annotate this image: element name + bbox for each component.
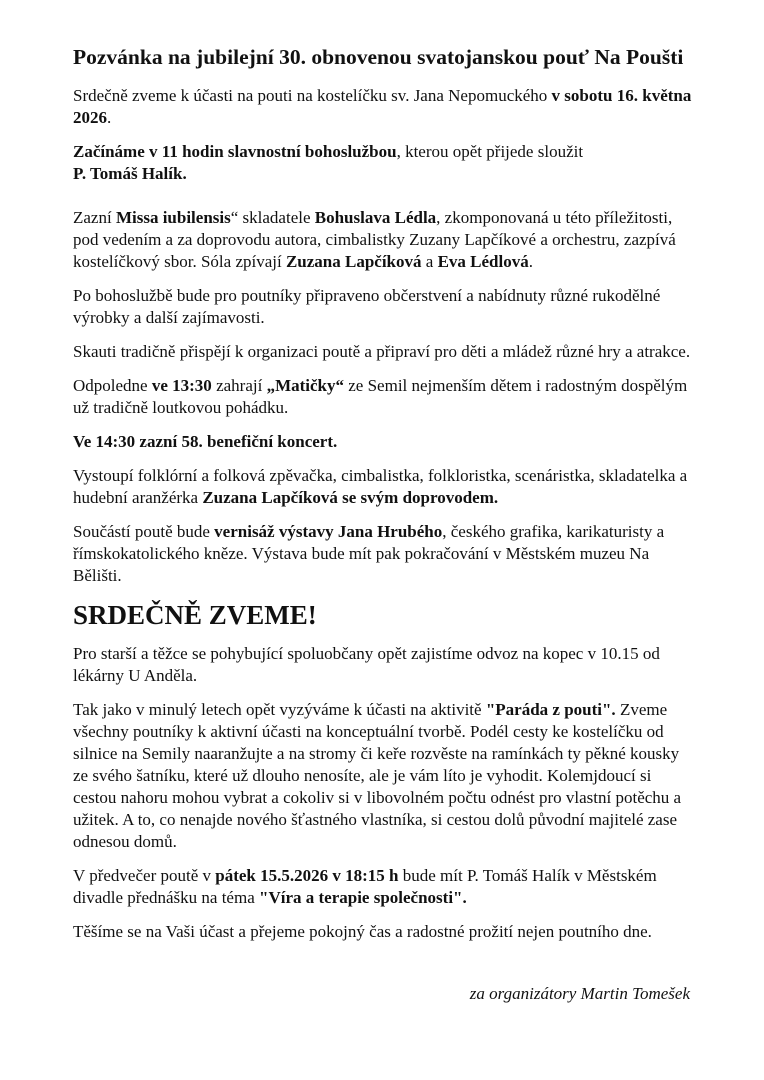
document-title: Pozvánka na jubilejní 30. obnovenou svatojanskou pouť Na Poušti [73,45,684,69]
document-body [73,44,698,955]
paragraph-parada: Tak jako v minulý letech opět vyzýváme k účasti na aktivitě "Paráda z pouti". Zveme všechny poutníky k aktivní účasti na konceptuální tvorbě. Podél cesty ke kostelíčku od silnice na Semily naaranžujte a na stromy či keře rozvěste na ramínkách ty pěkné kousky ze svého šatníku, které už dlouho nenosíte, ale je vám líto je vyhodit. Kolemjdoucí si cestou nahoru mohou vybrat a cokoliv si v libovolném počtu odnést pro vlastní potěchu a užitek. A to, co nenajde nového šťastného vlastníka, si cestou dolů původní majitelé zase odnesou domů. [73,700,682,851]
paragraph-missa: Zazní Missa iubilensis“ skladatele Bohuslava Lédla, zkomponovaná u této příležitosti, pod vedením a za doprovodu autora, cimbalistky Zuzany Lapčíkové a orchestru, zazpívá kostelíčkový sbor. Sóla zpívají Zuzana Lapčíková a Eva Lédlová. [73,208,676,271]
paragraph-puppet-show: Odpoledne ve 13:30 zahrají „Matičky“ ze Semil nejmenším dětem i radostným dospělým už tradičně loutkovou pohádku. [73,376,688,417]
paragraph-exhibition: Součástí poutě bude vernisáž výstavy Jana Hrubého, českého grafika, karikaturisty a římskokatolického kněze. Výstava bude mít pak pokračování v Městském muzeu Na Bělišti. [73,522,665,585]
paragraph-concert: Ve 14:30 zazní 58. benefiční koncert. [73,432,338,451]
paragraph-mass-start: Začínáme v 11 hodin slavnostní bohoslužbou, kterou opět přijede sloužit P. Tomáš Halík. [73,142,584,183]
paragraph-scouts: Skauti tradičně přispějí k organizaci poutě a připraví pro děti a mládež různé hry a atrakce. [73,342,691,361]
signature: za organizátory Martin Tomešek [469,984,690,1003]
paragraph-refreshments: Po bohoslužbě bude pro poutníky připraveno občerstvení a nabídnuty různé rukodělné výrobky a další zajímavosti. [73,286,661,327]
paragraph-closing: Těšíme se na Vaši účast a přejeme pokojný čas a radostné prožití nejen poutního dne. [73,922,652,941]
paragraph-invitation: Srdečně zveme k účasti na pouti na kostelíčku sv. Jana Nepomuckého v sobotu 16. května 2026. [73,86,692,127]
paragraph-transport: Pro starší a těžce se pohybující spoluobčany opět zajistíme odvoz na kopec v 10.15 od lékárny U Anděla. [73,644,660,685]
paragraph-performer: Vystoupí folklórní a folková zpěvačka, cimbalistka, folkloristka, scenáristka, skladatelka a hudební aranžérka Zuzana Lapčíková se svým doprovodem. [73,466,688,507]
paragraph-lecture: V předvečer poutě v pátek 15.5.2026 v 18:15 h bude mít P. Tomáš Halík v Městském divadle přednášku na téma "Víra a terapie společnosti". [73,866,657,907]
heading-welcome: SRDEČNĚ ZVEME! [73,600,317,630]
